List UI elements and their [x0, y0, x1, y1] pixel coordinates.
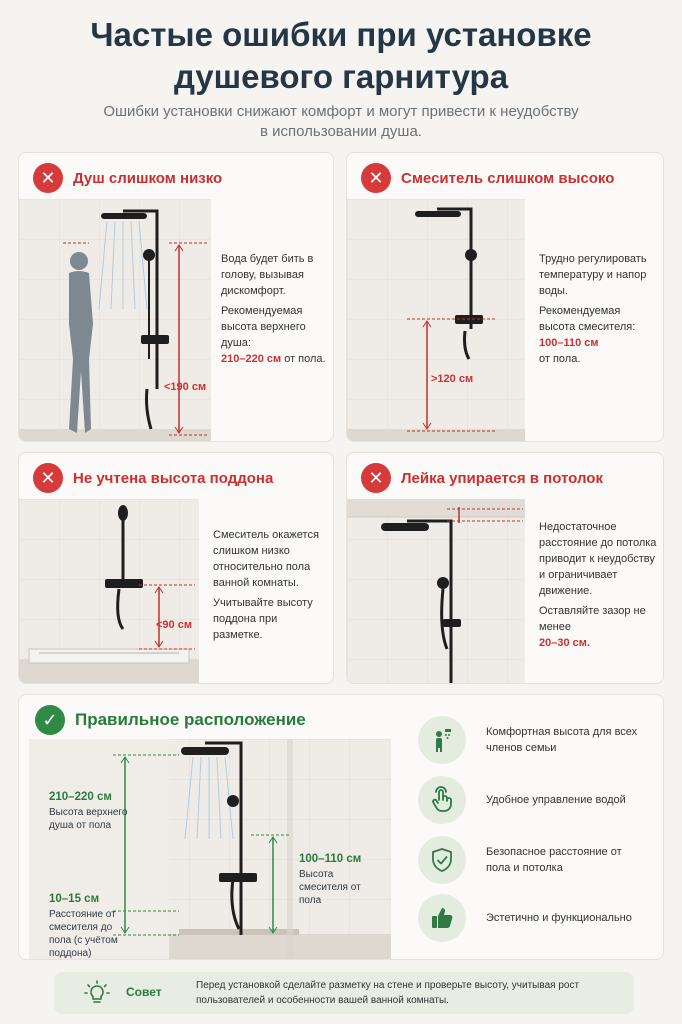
card-description: Смеситель окажется слишком низко относительно пола ванной комнаты. Учитывайте высоту поддона при разметке.: [213, 529, 319, 641]
tray-illustration: [19, 499, 199, 684]
label-bottom-distance: 10–15 см Расстояние от смесителя до пола (с учётом поддона): [49, 893, 118, 959]
scene-illustration: [347, 199, 525, 442]
x-icon: ✕: [33, 463, 63, 493]
card-tray-height: [18, 452, 334, 684]
shield-check-icon: [418, 836, 466, 884]
card-title: Смеситель слишком высоко: [401, 169, 615, 187]
card-ceiling: [346, 452, 664, 684]
tip-text: Перед установкой сделайте разметку на стене и проверьте высоту, учитывая рост пользователей и особенности вашей ванной комнаты.: [196, 980, 580, 1006]
label-mixer-height: 100–110 см Высота смесителя от пола: [299, 853, 362, 906]
card-description: Трудно регулировать температуру и напор воды. Рекомендуемая высота смесителя: 100–110 см от пола.: [539, 253, 647, 365]
thumbs-up-icon: [418, 894, 466, 942]
feature-aesthetic: Эстетично и функционально: [418, 894, 646, 942]
mixer-high-illustration: [347, 199, 525, 442]
card-title: Душ слишком низко: [73, 169, 223, 187]
dimension-label: <90 см: [156, 619, 192, 631]
ceiling-illustration: [347, 499, 525, 684]
scene-illustration: [19, 199, 211, 442]
dimension-label: <190 см: [164, 381, 207, 393]
tip-label: Совет: [126, 985, 162, 999]
page-subtitle: Ошибки установки снижают комфорт и могут привести к неудобству в использовании душа.: [103, 103, 579, 140]
label-top-height: 210–220 см Высота верхнего душа от пола: [49, 791, 128, 831]
card-shower-too-low: [18, 152, 334, 442]
x-icon: ✕: [361, 463, 391, 493]
card-mixer-too-high: [346, 152, 664, 442]
shower-low-illustration: [19, 199, 211, 442]
feature-control: Удобное управление водой: [418, 776, 646, 824]
dimension-label: >120 см: [431, 373, 474, 385]
card-title: Не учтена высота поддона: [73, 469, 274, 487]
card-title: Лейка упирается в потолок: [401, 469, 603, 487]
scene-illustration: [347, 499, 525, 684]
hand-touch-icon: [418, 776, 466, 824]
scene-illustration: [19, 499, 199, 684]
card-title: Правильное расположение: [75, 710, 306, 729]
check-icon: ✓: [35, 705, 65, 735]
lightbulb-icon: [84, 980, 110, 1011]
x-icon: ✕: [33, 163, 63, 193]
feature-comfort: Комфортная высота для всех членов семьи: [418, 716, 646, 764]
card-description: Недостаточное расстояние до потолка приводит к неудобству и ограничивает движение. Оставляйте зазор не менее 20–30 см.: [539, 521, 657, 649]
page-title: Частые ошибки при установке душевого гарнитура: [90, 16, 592, 95]
x-icon: ✕: [361, 163, 391, 193]
card-description: Вода будет бить в голову, вызывая дискомфорт. Рекомендуемая высота верхнего душа: 210–220 см от пола.: [221, 253, 326, 365]
person-shower-icon: [418, 716, 466, 764]
feature-safety: Безопасное расстояние от пола и потолка: [418, 836, 646, 884]
tip-box: [54, 972, 634, 1014]
